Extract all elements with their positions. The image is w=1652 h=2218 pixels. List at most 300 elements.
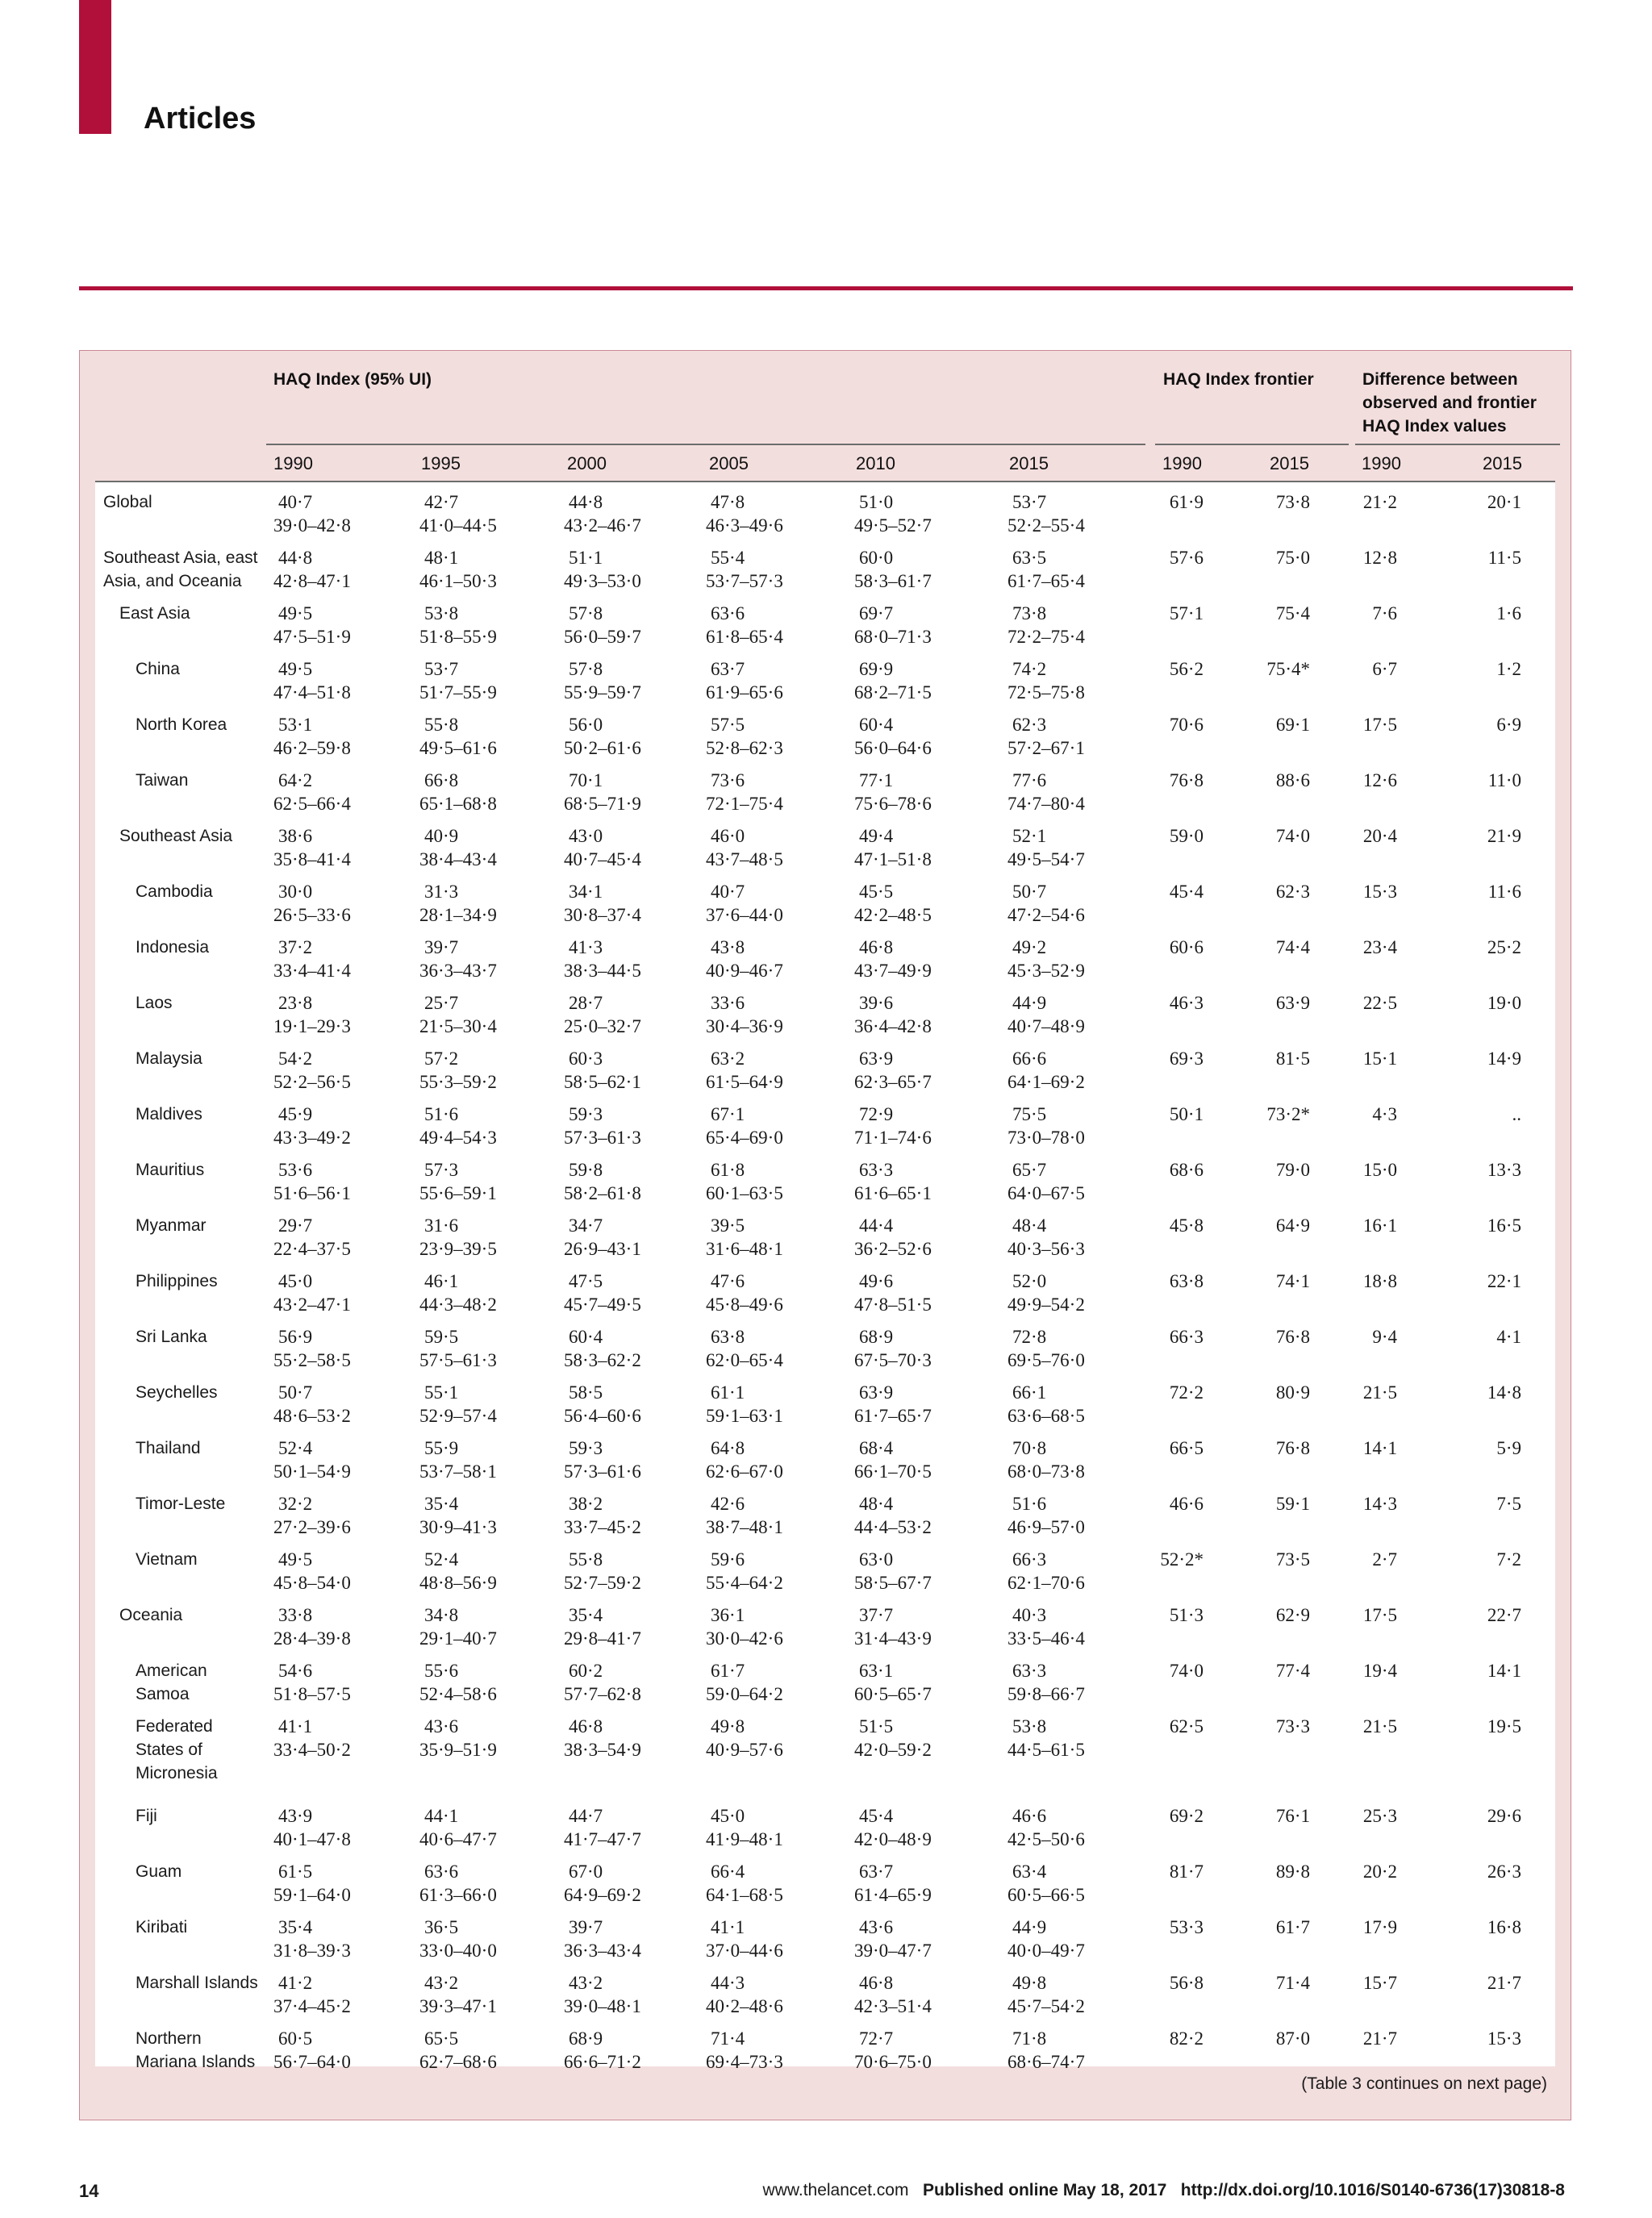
haq-value: 42·6	[711, 1494, 745, 1514]
haq-uncertainty-interval: 59·1–64·0	[273, 1885, 351, 1905]
haq-value: 43·0	[569, 826, 603, 846]
haq-value: 43·8	[711, 937, 745, 957]
frontier-value: 76·8	[1275, 1327, 1310, 1347]
haq-value: 52·1	[1012, 826, 1047, 846]
haq-uncertainty-interval: 45·8–49·6	[706, 1295, 783, 1315]
haq-uncertainty-interval: 52·8–62·3	[706, 738, 783, 758]
frontier-value: 76·8	[1169, 770, 1204, 790]
frontier-value: 64·9	[1275, 1215, 1310, 1236]
haq-uncertainty-interval: 47·4–51·8	[273, 682, 351, 703]
row-label: American	[136, 1661, 207, 1680]
haq-uncertainty-interval: 74·7–80·4	[1007, 794, 1085, 814]
haq-uncertainty-interval: 36·4–42·8	[854, 1016, 932, 1036]
haq-value: 32·2	[278, 1494, 313, 1514]
haq-value: 46·6	[1012, 1806, 1047, 1826]
haq-uncertainty-interval: 39·0–42·8	[273, 515, 351, 536]
difference-header	[1362, 368, 1537, 438]
frontier-value: 74·0	[1275, 826, 1310, 846]
difference-value: 17·5	[1362, 1605, 1397, 1625]
haq-value: 37·2	[278, 937, 313, 957]
row-label: Micronesia	[136, 1764, 218, 1782]
difference-value: 15·0	[1362, 1160, 1397, 1180]
haq-uncertainty-interval: 65·1–68·8	[419, 794, 497, 814]
haq-value: 66·3	[1012, 1549, 1047, 1570]
haq-value: 70·8	[1012, 1438, 1047, 1458]
haq-value: 73·8	[1012, 603, 1047, 623]
haq-uncertainty-interval: 41·7–47·7	[564, 1829, 641, 1849]
difference-value: 12·8	[1362, 548, 1397, 568]
haq-value: 42·7	[424, 492, 459, 512]
haq-uncertainty-interval: 33·7–45·2	[564, 1517, 641, 1537]
haq-value: 44·3	[711, 1973, 745, 1993]
difference-value: 7·6	[1372, 603, 1397, 623]
difference-value: 29·6	[1487, 1806, 1521, 1826]
haq-uncertainty-interval: 38·7–48·1	[706, 1517, 783, 1537]
haq-value: 69·7	[859, 603, 894, 623]
haq-uncertainty-interval: 61·7–65·7	[854, 1406, 932, 1426]
haq-value: 68·4	[859, 1438, 894, 1458]
haq-uncertainty-interval: 33·0–40·0	[419, 1941, 497, 1961]
difference-value: 15·1	[1362, 1049, 1397, 1069]
difference-value: 1·2	[1496, 659, 1521, 679]
haq-value: 45·0	[278, 1271, 313, 1291]
haq-uncertainty-interval: 43·7–48·5	[706, 849, 783, 869]
haq-value: 41·1	[278, 1716, 313, 1736]
haq-value: 65·5	[424, 2028, 459, 2049]
haq-value: 35·4	[278, 1917, 313, 1937]
haq-uncertainty-interval: 45·7–54·2	[1007, 1996, 1085, 2016]
haq-value: 38·6	[278, 826, 313, 846]
haq-value: 49·8	[1012, 1973, 1047, 1993]
frontier-value: 81·7	[1169, 1862, 1204, 1882]
haq-uncertainty-interval: 36·3–43·4	[564, 1941, 641, 1961]
haq-value: 57·2	[424, 1049, 459, 1069]
haq-uncertainty-interval: 46·1–50·3	[419, 571, 497, 591]
haq-value: 45·5	[859, 882, 894, 902]
row-label: East Asia	[119, 604, 190, 623]
haq-value: 55·6	[424, 1661, 459, 1681]
row-label: Vietnam	[136, 1550, 198, 1569]
haq-value: 53·8	[1012, 1716, 1047, 1736]
haq-uncertainty-interval: 39·0–47·7	[854, 1941, 932, 1961]
year-header-difference: 2015	[1483, 453, 1522, 473]
haq-uncertainty-interval: 49·5–52·7	[854, 515, 932, 536]
haq-uncertainty-interval: 30·8–37·4	[564, 905, 641, 925]
haq-uncertainty-interval: 64·0–67·5	[1007, 1183, 1085, 1203]
haq-uncertainty-interval: 59·8–66·7	[1007, 1684, 1085, 1704]
haq-uncertainty-interval: 44·5–61·5	[1007, 1740, 1085, 1760]
frontier-value: 61·7	[1275, 1917, 1310, 1937]
difference-header-line: HAQ Index values	[1362, 417, 1507, 436]
haq-value: 34·8	[424, 1605, 459, 1625]
haq-value: 53·8	[424, 603, 459, 623]
haq-uncertainty-interval: 36·3–43·7	[419, 961, 497, 981]
haq-value: 59·5	[424, 1327, 459, 1347]
haq-uncertainty-interval: 42·8–47·1	[273, 571, 351, 591]
haq-value: 63·9	[859, 1049, 894, 1069]
difference-value: 14·1	[1362, 1438, 1397, 1458]
haq-uncertainty-interval: 72·5–75·8	[1007, 682, 1085, 703]
haq-value: 66·1	[1012, 1382, 1047, 1403]
haq-uncertainty-interval: 49·9–54·2	[1007, 1295, 1085, 1315]
haq-value: 71·4	[711, 2028, 745, 2049]
difference-value: 7·5	[1496, 1494, 1521, 1514]
row-label: Laos	[136, 994, 173, 1012]
difference-value: 2·7	[1372, 1549, 1397, 1570]
row-label: Timor-Leste	[136, 1495, 226, 1513]
frontier-value: 74·4	[1275, 937, 1310, 957]
haq-value: 72·7	[859, 2028, 894, 2049]
haq-uncertainty-interval: 50·1–54·9	[273, 1461, 351, 1482]
footer-published: Published online May 18, 2017	[922, 2181, 1167, 2199]
difference-value: 21·7	[1487, 1973, 1521, 1993]
haq-value: 49·5	[278, 1549, 313, 1570]
haq-value: 53·7	[424, 659, 459, 679]
haq-uncertainty-interval: 51·8–55·9	[419, 627, 497, 647]
difference-value: 21·5	[1362, 1716, 1397, 1736]
haq-value: 35·4	[424, 1494, 459, 1514]
row-label: Thailand	[136, 1439, 201, 1457]
haq-value: 77·6	[1012, 770, 1047, 790]
haq-uncertainty-interval: 29·8–41·7	[564, 1628, 641, 1649]
haq-uncertainty-interval: 56·0–59·7	[564, 627, 641, 647]
haq-uncertainty-interval: 23·9–39·5	[419, 1239, 497, 1259]
haq-uncertainty-interval: 31·4–43·9	[854, 1628, 932, 1649]
row-label: North Korea	[136, 715, 227, 734]
haq-value: 36·5	[424, 1917, 459, 1937]
haq-value: 41·3	[569, 937, 603, 957]
frontier-value: 69·1	[1275, 715, 1310, 735]
haq-value: 77·1	[859, 770, 894, 790]
year-header-haq: 1990	[273, 453, 313, 473]
haq-value: 39·6	[859, 993, 894, 1013]
haq-uncertainty-interval: 39·0–48·1	[564, 1996, 641, 2016]
haq-uncertainty-interval: 46·2–59·8	[273, 738, 351, 758]
header-bottom-rule	[95, 481, 1555, 482]
frontier-value: 66·3	[1169, 1327, 1204, 1347]
haq-uncertainty-interval: 57·3–61·3	[564, 1128, 641, 1148]
haq-value: 75·5	[1012, 1104, 1047, 1124]
frontier-value: 75·4*	[1266, 659, 1310, 679]
haq-value: 67·1	[711, 1104, 745, 1124]
haq-value: 53·7	[1012, 492, 1047, 512]
difference-value: 21·2	[1362, 492, 1397, 512]
haq-value: 39·7	[569, 1917, 603, 1937]
haq-uncertainty-interval: 47·1–51·8	[854, 849, 932, 869]
haq-uncertainty-interval: 58·3–61·7	[854, 571, 932, 591]
haq-value: 44·8	[569, 492, 603, 512]
haq-uncertainty-interval: 69·5–76·0	[1007, 1350, 1085, 1370]
haq-uncertainty-interval: 58·5–67·7	[854, 1573, 932, 1593]
haq-value: 37·7	[859, 1605, 894, 1625]
difference-header-line: observed and frontier	[1362, 394, 1537, 412]
difference-value: 9·4	[1372, 1327, 1397, 1347]
haq-uncertainty-interval: 47·2–54·6	[1007, 905, 1085, 925]
haq-uncertainty-interval: 46·9–57·0	[1007, 1517, 1085, 1537]
haq-value: 43·9	[278, 1806, 313, 1826]
haq-uncertainty-interval: 62·3–65·7	[854, 1072, 932, 1092]
haq-value: 55·1	[424, 1382, 459, 1403]
haq-value: 63·8	[711, 1327, 745, 1347]
haq-value: 44·4	[859, 1215, 894, 1236]
difference-value: 11·0	[1487, 770, 1521, 790]
haq-value: 54·6	[278, 1661, 313, 1681]
haq-value: 55·4	[711, 548, 745, 568]
difference-value: 14·9	[1487, 1049, 1521, 1069]
difference-group-rule	[1355, 444, 1560, 445]
haq-value: 44·8	[278, 548, 313, 568]
haq-uncertainty-interval: 64·9–69·2	[564, 1885, 641, 1905]
haq-value: 61·5	[278, 1862, 313, 1882]
frontier-value: 73·5	[1275, 1549, 1310, 1570]
haq-uncertainty-interval: 68·5–71·9	[564, 794, 641, 814]
haq-uncertainty-interval: 21·5–30·4	[419, 1016, 497, 1036]
haq-value: 34·7	[569, 1215, 603, 1236]
haq-uncertainty-interval: 61·9–65·6	[706, 682, 783, 703]
haq-value: 63·0	[859, 1549, 894, 1570]
haq-value: 33·8	[278, 1605, 313, 1625]
haq-uncertainty-interval: 62·5–66·4	[273, 794, 351, 814]
haq-uncertainty-interval: 44·4–53·2	[854, 1517, 932, 1537]
frontier-value: 46·3	[1169, 993, 1204, 1013]
haq-uncertainty-interval: 57·2–67·1	[1007, 738, 1085, 758]
haq-uncertainty-interval: 37·4–45·2	[273, 1996, 351, 2016]
haq-value: 44·7	[569, 1806, 603, 1826]
haq-uncertainty-interval: 68·6–74·7	[1007, 2052, 1085, 2072]
haq-uncertainty-interval: 45·7–49·5	[564, 1295, 641, 1315]
haq-uncertainty-interval: 25·0–32·7	[564, 1016, 641, 1036]
haq-value: 49·6	[859, 1271, 894, 1291]
haq-value: 51·5	[859, 1716, 894, 1736]
footer-doi: http://dx.doi.org/10.1016/S0140-6736(17)30818-8	[1180, 2181, 1565, 2199]
haq-value: 68·9	[859, 1327, 894, 1347]
row-label: Guam	[136, 1862, 182, 1881]
haq-value: 45·0	[711, 1806, 745, 1826]
difference-value: 22·5	[1362, 993, 1397, 1013]
haq-uncertainty-interval: 43·7–49·9	[854, 961, 932, 981]
haq-uncertainty-interval: 59·0–64·2	[706, 1684, 783, 1704]
haq-value: 54·2	[278, 1049, 313, 1069]
haq-value: 66·8	[424, 770, 459, 790]
difference-value: 25·3	[1362, 1806, 1397, 1826]
haq-value: 52·4	[278, 1438, 313, 1458]
haq-uncertainty-interval: 43·2–46·7	[564, 515, 641, 536]
difference-value: 25·2	[1487, 937, 1521, 957]
haq-value: 51·6	[1012, 1494, 1047, 1514]
frontier-value: 71·4	[1275, 1973, 1310, 1993]
haq-value: 23·8	[278, 993, 313, 1013]
haq-value: 44·9	[1012, 1917, 1047, 1937]
haq-uncertainty-interval: 64·1–69·2	[1007, 1072, 1085, 1092]
haq-value: 63·7	[711, 659, 745, 679]
haq-uncertainty-interval: 55·4–64·2	[706, 1573, 783, 1593]
haq-uncertainty-interval: 55·2–58·5	[273, 1350, 351, 1370]
difference-value: 20·4	[1362, 826, 1397, 846]
haq-uncertainty-interval: 46·3–49·6	[706, 515, 783, 536]
row-label: Southeast Asia	[119, 827, 233, 845]
haq-uncertainty-interval: 73·0–78·0	[1007, 1128, 1085, 1148]
frontier-value: 62·3	[1275, 882, 1310, 902]
haq-value: 47·6	[711, 1271, 745, 1291]
frontier-value: 46·6	[1169, 1494, 1204, 1514]
haq-value: 49·5	[278, 659, 313, 679]
haq-uncertainty-interval: 40·9–46·7	[706, 961, 783, 981]
haq-uncertainty-interval: 65·4–69·0	[706, 1128, 783, 1148]
haq-value: 60·0	[859, 548, 894, 568]
haq-uncertainty-interval: 50·2–61·6	[564, 738, 641, 758]
haq-value: 44·1	[424, 1806, 459, 1826]
haq-uncertainty-interval: 33·4–50·2	[273, 1740, 351, 1760]
year-header-haq: 2010	[856, 453, 895, 473]
haq-uncertainty-interval: 61·6–65·1	[854, 1183, 932, 1203]
row-label: China	[136, 660, 180, 678]
haq-value: 50·7	[278, 1382, 313, 1403]
difference-value: 19·5	[1487, 1716, 1521, 1736]
haq-value: 62·3	[1012, 715, 1047, 735]
frontier-value: 60·6	[1169, 937, 1204, 957]
haq-uncertainty-interval: 33·4–41·4	[273, 961, 351, 981]
haq-uncertainty-interval: 40·0–49·7	[1007, 1941, 1085, 1961]
footer-website: www.thelancet.com	[762, 2181, 909, 2199]
haq-uncertainty-interval: 61·7–65·4	[1007, 571, 1085, 591]
haq-value: 57·8	[569, 603, 603, 623]
year-header-haq: 1995	[421, 453, 461, 473]
haq-value: 67·0	[569, 1862, 603, 1882]
haq-uncertainty-interval: 40·7–48·9	[1007, 1016, 1085, 1036]
row-label: Malaysia	[136, 1049, 202, 1068]
haq-value: 60·4	[569, 1327, 603, 1347]
haq-value: 46·8	[859, 1973, 894, 1993]
haq-value: 63·7	[859, 1862, 894, 1882]
frontier-value: 76·1	[1275, 1806, 1310, 1826]
row-label: Federated	[136, 1717, 213, 1736]
haq-value: 40·7	[278, 492, 313, 512]
frontier-value: 73·8	[1275, 492, 1310, 512]
haq-uncertainty-interval: 52·2–55·4	[1007, 515, 1085, 536]
difference-value: 7·2	[1496, 1549, 1521, 1570]
haq-uncertainty-interval: 40·6–47·7	[419, 1829, 497, 1849]
row-label: Global	[103, 493, 152, 511]
haq-uncertainty-interval: 49·5–61·6	[419, 738, 497, 758]
haq-index-header: HAQ Index (95% UI)	[273, 370, 432, 389]
haq-value: 63·6	[424, 1862, 459, 1882]
table-continues-note: (Table 3 continues on next page)	[1301, 2074, 1547, 2093]
haq-uncertainty-interval: 58·3–62·2	[564, 1350, 641, 1370]
haq-value: 43·2	[424, 1973, 459, 1993]
haq-uncertainty-interval: 22·4–37·5	[273, 1239, 351, 1259]
frontier-value: 72·2	[1169, 1382, 1204, 1403]
difference-value: 14·3	[1362, 1494, 1397, 1514]
haq-uncertainty-interval: 30·9–41·3	[419, 1517, 497, 1537]
frontier-value: 82·2	[1169, 2028, 1204, 2049]
haq-value: 48·4	[859, 1494, 894, 1514]
haq-uncertainty-interval: 68·0–73·8	[1007, 1461, 1085, 1482]
haq-value: 40·3	[1012, 1605, 1047, 1625]
frontier-value: 69·3	[1169, 1049, 1204, 1069]
haq-value: 46·1	[424, 1271, 459, 1291]
haq-uncertainty-interval: 38·4–43·4	[419, 849, 497, 869]
difference-value: 6·7	[1372, 659, 1397, 679]
frontier-value: 89·8	[1275, 1862, 1310, 1882]
haq-value: 40·7	[711, 882, 745, 902]
row-label: Fiji	[136, 1807, 157, 1825]
difference-value: 22·1	[1487, 1271, 1521, 1291]
row-label: Cambodia	[136, 882, 213, 901]
haq-value: 52·4	[424, 1549, 459, 1570]
haq-uncertainty-interval: 58·2–61·8	[564, 1183, 641, 1203]
frontier-value: 59·0	[1169, 826, 1204, 846]
frontier-value: 53·3	[1169, 1917, 1204, 1937]
haq-uncertainty-interval: 42·3–51·4	[854, 1996, 932, 2016]
haq-value: 49·5	[278, 603, 313, 623]
difference-value: 21·9	[1487, 826, 1521, 846]
difference-value: 11·6	[1487, 882, 1521, 902]
haq-value: 57·3	[424, 1160, 459, 1180]
frontier-value: 63·9	[1275, 993, 1310, 1013]
haq-uncertainty-interval: 61·4–65·9	[854, 1885, 932, 1905]
haq-uncertainty-interval: 45·3–52·9	[1007, 961, 1085, 981]
frontier-value: 79·0	[1275, 1160, 1310, 1180]
difference-value: 22·7	[1487, 1605, 1521, 1625]
haq-uncertainty-interval: 36·2–52·6	[854, 1239, 932, 1259]
haq-value: 57·8	[569, 659, 603, 679]
haq-value: 55·8	[424, 715, 459, 735]
haq-uncertainty-interval: 62·1–70·6	[1007, 1573, 1085, 1593]
haq-uncertainty-interval: 49·3–53·0	[564, 571, 641, 591]
row-label: Asia, and Oceania	[103, 572, 242, 590]
difference-value: 4·3	[1372, 1104, 1397, 1124]
haq-value: 65·7	[1012, 1160, 1047, 1180]
haq-uncertainty-interval: 28·1–34·9	[419, 905, 497, 925]
haq-uncertainty-interval: 37·6–44·0	[706, 905, 783, 925]
haq-uncertainty-interval: 39·3–47·1	[419, 1996, 497, 2016]
difference-value: 11·5	[1487, 548, 1521, 568]
haq-uncertainty-interval: 62·7–68·6	[419, 2052, 497, 2072]
haq-value: 57·5	[711, 715, 745, 735]
haq-uncertainty-interval: 67·5–70·3	[854, 1350, 932, 1370]
haq-uncertainty-interval: 52·2–56·5	[273, 1072, 351, 1092]
haq-uncertainty-interval: 64·1–68·5	[706, 1885, 783, 1905]
haq-uncertainty-interval: 47·5–51·9	[273, 627, 351, 647]
haq-value: 68·9	[569, 2028, 603, 2049]
haq-uncertainty-interval: 53·7–57·3	[706, 571, 783, 591]
difference-value: 19·0	[1487, 993, 1521, 1013]
haq-value: 72·8	[1012, 1327, 1047, 1347]
frontier-value: 62·5	[1169, 1716, 1204, 1736]
haq-value: 47·5	[569, 1271, 603, 1291]
haq-uncertainty-interval: 38·3–44·5	[564, 961, 641, 981]
haq-uncertainty-interval: 56·7–64·0	[273, 2052, 351, 2072]
row-label: Northern	[136, 2029, 202, 2048]
haq-value: 61·7	[711, 1661, 745, 1681]
haq-value: 49·2	[1012, 937, 1047, 957]
haq-value: 41·1	[711, 1917, 745, 1937]
haq-value: 46·8	[569, 1716, 603, 1736]
frontier-value: 51·3	[1169, 1605, 1204, 1625]
haq-uncertainty-interval: 41·0–44·5	[419, 515, 497, 536]
haq-value: 51·6	[424, 1104, 459, 1124]
haq-value: 29·7	[278, 1215, 313, 1236]
haq-uncertainty-interval: 35·8–41·4	[273, 849, 351, 869]
frontier-value: 68·6	[1169, 1160, 1204, 1180]
frontier-value: 74·1	[1275, 1271, 1310, 1291]
difference-value: 16·5	[1487, 1215, 1521, 1236]
haq-uncertainty-interval: 28·4–39·8	[273, 1628, 351, 1649]
haq-uncertainty-interval: 61·3–66·0	[419, 1885, 497, 1905]
haq-uncertainty-interval: 60·5–66·5	[1007, 1885, 1085, 1905]
haq-uncertainty-interval: 66·6–71·2	[564, 2052, 641, 2072]
haq-value: 66·4	[711, 1862, 745, 1882]
